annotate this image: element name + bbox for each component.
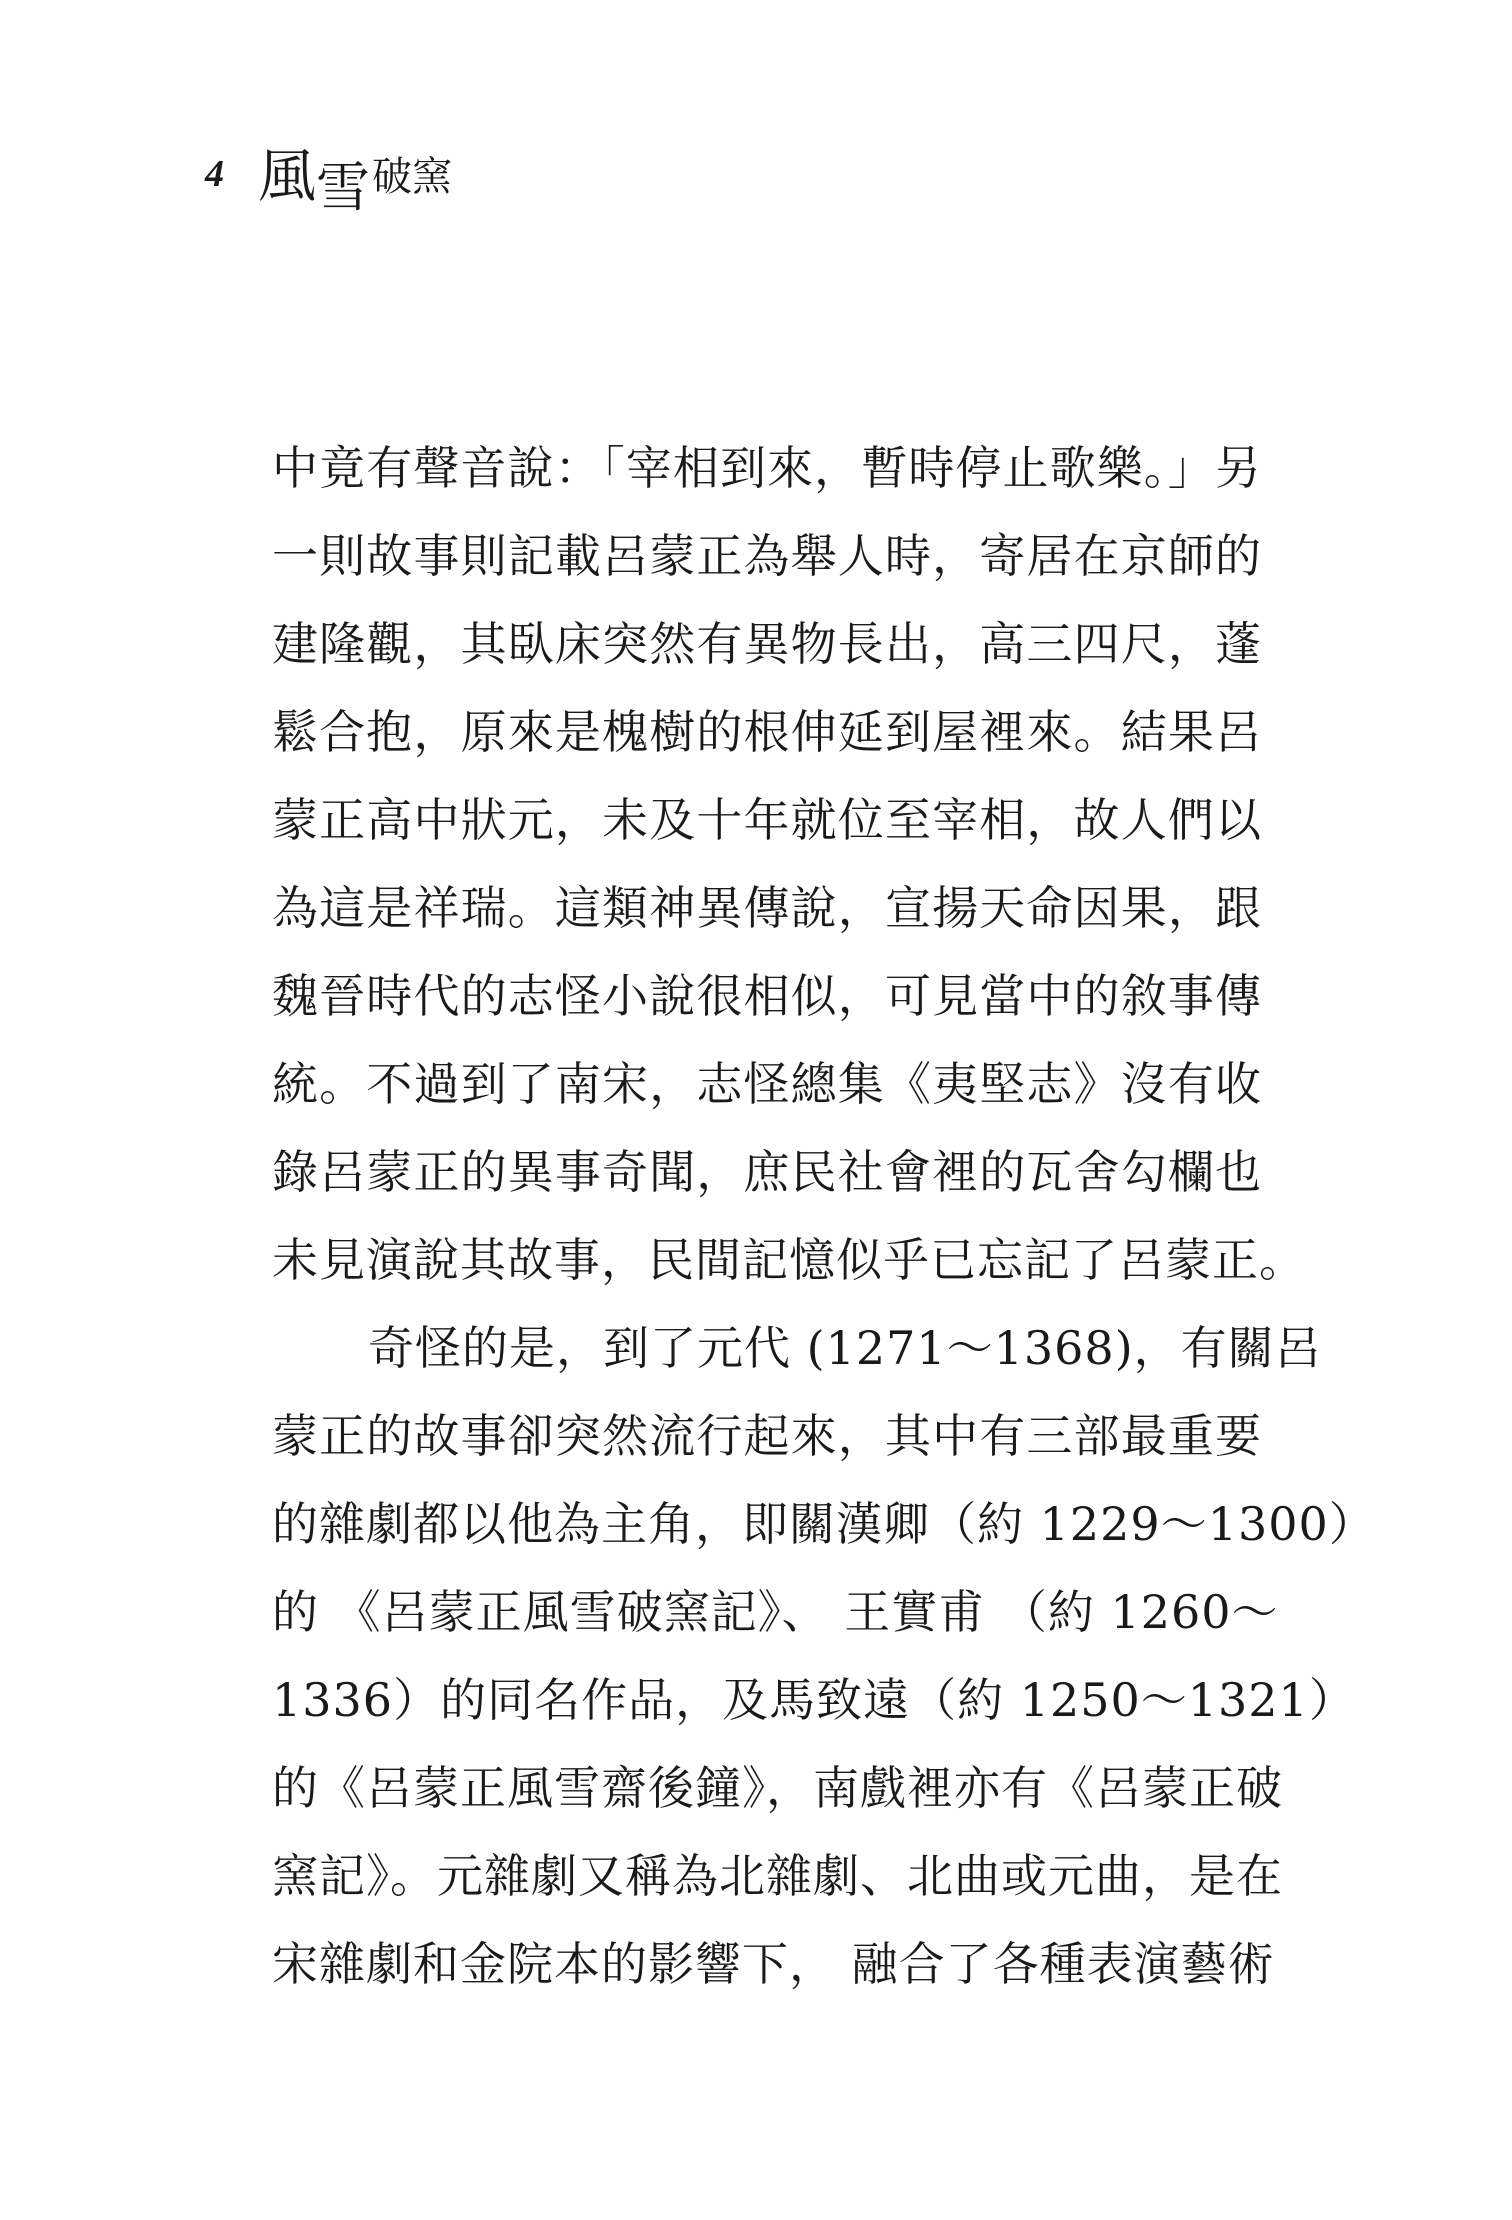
book-title — [258, 142, 453, 219]
text-line: 的《呂蒙正風雪齋後鐘》，南戲裡亦有《呂蒙正破 — [272, 1761, 1283, 1815]
text-line: 一則故事則記載呂蒙正為舉人時，寄居在京師的 — [272, 529, 1262, 583]
text-line: 未見演說其故事，民間記憶似乎已忘記了呂蒙正。 — [272, 1233, 1306, 1287]
page-number: 4 — [205, 153, 224, 195]
text-line: 的 《呂蒙正風雪破窯記》、 王實甫 （約 1260～ — [272, 1585, 1279, 1639]
text-line: 窯記》。元雜劇又稱為北雜劇、北曲或元曲，是在 — [272, 1849, 1283, 1903]
body-text — [272, 424, 1376, 2008]
text-line: 的雜劇都以他為主角，即關漢卿（約 1229～1300） — [272, 1497, 1376, 1551]
text-line: 蒙正的故事卻突然流行起來，其中有三部最重要 — [272, 1409, 1262, 1463]
text-line: 統。不過到了南宋，志怪總集《夷堅志》沒有收 — [272, 1057, 1262, 1111]
text-line: 建隆觀，其臥床突然有異物長出，高三四尺，蓬 — [272, 617, 1262, 671]
book-title-rest: 破窯 — [372, 154, 453, 200]
page-header — [205, 125, 453, 219]
text-line: 魏晉時代的志怪小說很相似，可見當中的敘事傳 — [272, 969, 1262, 1023]
text-line: 1336）的同名作品，及馬致遠（約 1250～1321） — [272, 1673, 1356, 1727]
paragraph-1 — [272, 424, 1306, 1304]
text-line: 蒙正高中狀元，未及十年就位至宰相，故人們以 — [272, 793, 1262, 847]
text-line: 錄呂蒙正的異事奇聞，庶民社會裡的瓦舍勾欄也 — [272, 1145, 1262, 1199]
text-line: 奇怪的是，到了元代 (1271～1368)，有關呂 — [368, 1321, 1322, 1375]
book-title-char-2: 雪 — [316, 156, 371, 219]
book-title-char-1: 風 — [258, 142, 317, 210]
text-line: 鬆合抱，原來是槐樹的根伸延到屋裡來。結果呂 — [272, 705, 1262, 759]
paragraph-2 — [272, 1304, 1376, 2008]
text-line: 為這是祥瑞。這類神異傳說，宣揚天命因果，跟 — [272, 881, 1262, 935]
text-line: 宋雜劇和金院本的影響下， 融合了各種表演藝術 — [272, 1937, 1275, 1991]
text-line: 中竟有聲音說：「宰相到來，暫時停止歌樂。」另 — [272, 441, 1262, 495]
